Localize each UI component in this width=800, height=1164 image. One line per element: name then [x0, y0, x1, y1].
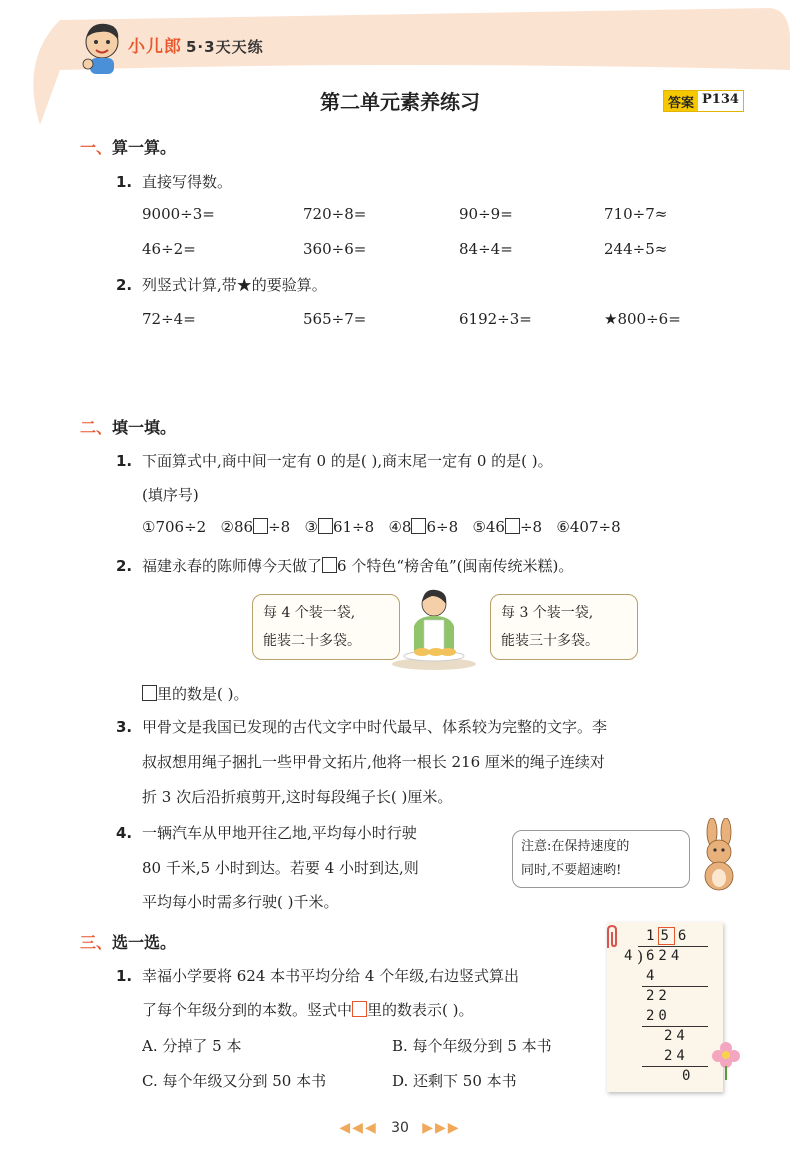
calc-item: 720÷8=	[303, 205, 367, 223]
calc-item: 84÷4=	[459, 240, 513, 258]
brand-series: 5·3天天练	[186, 38, 264, 56]
step-value: 24	[664, 1028, 689, 1044]
q1-1-number: 1.	[116, 173, 133, 191]
q3-1	[116, 965, 519, 986]
option-5-a: ⑤46	[472, 518, 505, 536]
q2-1-number: 1.	[116, 452, 133, 470]
q3-1-line2-b: 里的数表示( )。	[367, 1001, 474, 1019]
step-rule	[642, 1066, 708, 1067]
vertical-calc-item: 72÷4=	[142, 310, 196, 328]
speech-bubble-left	[252, 594, 400, 660]
calc-item: 360÷6=	[303, 240, 367, 258]
step-value: 22	[646, 988, 671, 1004]
step-rule	[642, 986, 708, 987]
section-2-number: 二、	[80, 418, 113, 437]
section-1-heading	[80, 135, 176, 158]
answer-tag	[663, 90, 744, 112]
step-value: 4	[646, 968, 659, 984]
note-bubble	[512, 830, 690, 888]
blank-box	[352, 1001, 367, 1017]
brand-logo	[128, 32, 264, 57]
option-3-a: ③	[304, 518, 318, 536]
option-5	[472, 518, 542, 536]
q2-2-number: 2.	[116, 557, 133, 575]
division-bracket: )	[637, 947, 644, 966]
step-value: 20	[646, 1008, 671, 1024]
blank-box	[253, 518, 268, 534]
option-3	[305, 518, 375, 536]
q2-2-text-b: 6 个特色“榜舍龟”(闽南传统米糕)。	[337, 557, 574, 575]
section-2-heading	[80, 415, 176, 438]
arrows-right-icon: ▶▶▶	[422, 1120, 461, 1136]
boy-mascot-icon	[78, 20, 126, 75]
vertical-calc-item: 6192÷3=	[459, 310, 532, 328]
blank-box	[318, 518, 333, 534]
dividend: 624	[646, 948, 684, 964]
q2-4-line: 一辆汽车从甲地开往乙地,平均每小时行驶	[142, 824, 417, 842]
q1-2-text-b: 的要验算。	[251, 276, 327, 294]
section-3-title: 选一选。	[112, 933, 177, 952]
q2-1-line1: 下面算式中,商中间一定有 0 的是( ),商末尾一定有 0 的是( )。	[142, 452, 553, 470]
option-5-b: ÷8	[519, 518, 543, 536]
q1-2	[116, 274, 327, 295]
step-value: 0	[682, 1068, 695, 1084]
option-4	[388, 518, 458, 536]
calc-item: 244÷5≈	[604, 240, 668, 258]
q3-1-line1: 幸福小学要将 624 本书平均分给 4 个年级,右边竖式算出	[142, 967, 520, 985]
blank-box	[142, 685, 157, 701]
option-3-b: 61÷8	[332, 518, 375, 536]
bubble-right-line: 每 3 个装一袋,	[501, 605, 594, 621]
q3-1-number: 1.	[116, 967, 133, 985]
division-bar	[638, 946, 708, 947]
q3-1-line2-a: 了每个年级分到的本数。竖式中	[142, 1001, 353, 1019]
q2-2-answer-text: 里的数是( )。	[157, 685, 249, 703]
q1-2-text-a: 列竖式计算,带	[142, 276, 237, 294]
paperclip-icon	[602, 924, 624, 950]
q2-3-number: 3.	[116, 718, 133, 736]
q2-1	[116, 450, 553, 471]
note-line: 注意:在保持速度的	[521, 839, 630, 854]
option-4-a: ④8	[388, 518, 412, 536]
page-number: 30	[391, 1120, 409, 1136]
option-2-a: ②86	[220, 518, 254, 536]
note-line: 同时,不要超速哟!	[521, 863, 622, 878]
page-title: 第二单元素养练习	[320, 90, 480, 114]
step-value: 24	[664, 1048, 689, 1064]
option-2-b: ÷8	[268, 518, 291, 536]
option-a: A. 分掉了 5 本	[142, 1037, 242, 1055]
option-1: ①706÷2	[142, 518, 207, 536]
q2-2-answer	[142, 683, 248, 704]
calc-item: 9000÷3=	[142, 205, 215, 223]
option-6: ⑥407÷8	[556, 518, 621, 536]
blank-box	[322, 557, 337, 573]
bubble-left-line: 能装二十多袋。	[263, 633, 361, 649]
q2-4-line: 80 千米,5 小时到达。若要 4 小时到达,则	[142, 859, 419, 877]
q2-4	[116, 822, 417, 843]
section-2-title: 填一填。	[112, 418, 177, 437]
q2-4-number: 4.	[116, 824, 133, 842]
q2-4-line: 平均每小时需多行驶( )千米。	[142, 893, 339, 911]
chef-illustration-icon	[388, 586, 480, 670]
section-1-number: 一、	[80, 138, 113, 157]
q3-1-line2	[142, 999, 474, 1020]
section-1-title: 算一算。	[112, 138, 177, 157]
calc-item: 90÷9=	[459, 205, 513, 223]
q2-3-line: 折 3 次后沿折痕剪开,这时每段绳子长( )厘米。	[142, 788, 453, 806]
q2-3-line: 叔叔想用绳子捆扎一些甲骨文拓片,他将一根长 216 厘米的绳子连续对	[142, 753, 605, 771]
q1-1-text: 直接写得数。	[142, 173, 233, 191]
section-3-number: 三、	[80, 933, 113, 952]
quotient	[646, 928, 690, 944]
rabbit-icon	[692, 818, 746, 894]
q1-2-number: 2.	[116, 276, 133, 294]
q2-2-text-a: 福建永春的陈师傅今天做了	[142, 557, 323, 575]
q2-3-line: 甲骨文是我国已发现的古代文字中时代最早、体系较为完整的文字。李	[142, 718, 608, 736]
answer-label: 答案	[664, 91, 698, 111]
quotient-digit: 6	[677, 928, 691, 944]
quotient-digit: 1	[646, 928, 659, 944]
brand-name: 小儿郎	[128, 37, 182, 57]
flower-icon	[706, 1036, 746, 1082]
quotient-box-digit: 5	[660, 928, 673, 944]
option-d: D. 还剩下 50 本书	[392, 1072, 517, 1090]
blank-box	[505, 518, 520, 534]
star-icon: ★	[236, 276, 252, 294]
option-b: B. 每个年级分到 5 本书	[392, 1037, 552, 1055]
calc-item: 710÷7≈	[604, 205, 668, 223]
page-footer	[0, 1120, 800, 1136]
q2-1-options	[142, 518, 621, 536]
divisor: 4	[624, 948, 637, 964]
calc-item: 46÷2=	[142, 240, 196, 258]
arrows-left-icon: ◀◀◀	[339, 1120, 378, 1136]
vertical-calc-item: 565÷7=	[303, 310, 367, 328]
blank-box	[411, 518, 426, 534]
step-rule	[642, 1026, 708, 1027]
answer-page: P134	[698, 91, 743, 111]
q1-1	[116, 171, 232, 192]
speech-bubble-right	[490, 594, 638, 660]
option-c: C. 每个年级又分到 50 本书	[142, 1072, 327, 1090]
vertical-calc-item: ★800÷6=	[604, 310, 681, 328]
option-4-b: 6÷8	[426, 518, 459, 536]
bubble-left-line: 每 4 个装一袋,	[263, 605, 356, 621]
q2-3	[116, 716, 607, 737]
section-3-heading	[80, 930, 176, 953]
q2-1-line2: (填序号)	[142, 486, 199, 504]
option-2	[221, 518, 291, 536]
bubble-right-line: 能装三十多袋。	[501, 633, 599, 649]
q2-2	[116, 555, 573, 576]
